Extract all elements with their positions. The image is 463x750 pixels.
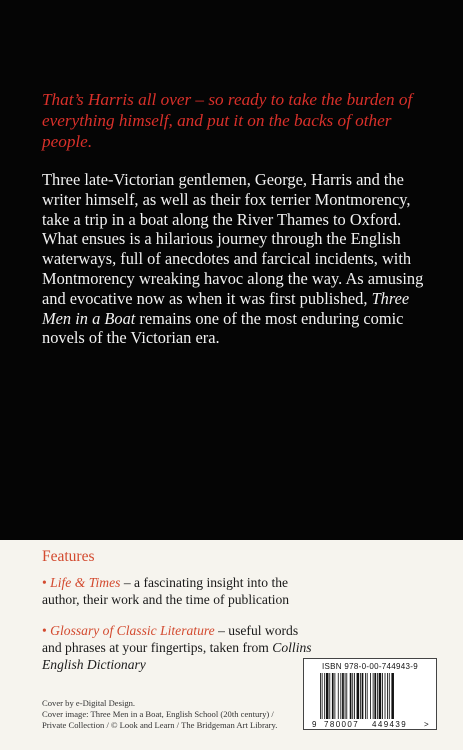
blurb-text-start: Three late-Victorian gentlemen, George, Harris and the writer himself, as well as their fox terrier Montmorency, take a trip in a boat along the River Thames to Oxford. What ensues is a hilarious journey through the English waterways, full of anecdotes and farcical incidents, with Montmorency wreaking havoc along the way. As amusing and evocative now as when it was first published, xyxy=(42,170,424,308)
barcode-icon xyxy=(310,673,432,729)
barcode-bar xyxy=(334,673,335,719)
barcode-bar xyxy=(365,673,366,719)
barcode-bar xyxy=(354,673,355,719)
barcode-bar xyxy=(345,673,346,719)
feature-title: Glossary of Classic Literature xyxy=(50,623,215,638)
barcode-bar xyxy=(362,673,364,719)
barcode-bar xyxy=(367,673,368,719)
barcode-bar xyxy=(340,673,341,719)
feature-title: Life & Times xyxy=(50,575,121,590)
features-heading: Features xyxy=(42,548,95,565)
barcode-bar xyxy=(332,673,334,719)
isbn-label: ISBN 978-0-00-744943-9 xyxy=(322,662,418,671)
barcode-bar xyxy=(389,673,390,719)
barcode-bar xyxy=(342,673,344,719)
barcode-bar xyxy=(352,673,353,719)
feature-text: – a fascinating insight into the author, their work and the time of publication xyxy=(42,575,290,607)
barcode-quiet-zone-marker: > xyxy=(424,720,429,729)
barcode-bar xyxy=(370,673,371,719)
barcode-bar xyxy=(360,673,361,719)
credit-line: Cover by e-Digital Design. xyxy=(42,698,136,708)
barcode-digits-right: 449439 xyxy=(372,720,408,729)
barcode-digit-prefix: 9 xyxy=(312,720,317,729)
barcode-bar xyxy=(385,673,386,719)
book-blurb xyxy=(42,170,434,348)
credit-line: Cover image: Three Men in a Boat, English School (20th century) / xyxy=(42,709,274,719)
barcode-bar xyxy=(346,673,347,719)
pull-quote: That’s Harris all over – so ready to take the burden of everything himself, and put it on the backs of other people. xyxy=(42,90,413,151)
barcode-bar xyxy=(357,673,360,719)
barcode-bar xyxy=(338,673,339,719)
feature-text: – useful words and phrases at your fingertips, taken from xyxy=(42,623,299,655)
barcode-bar xyxy=(350,673,352,719)
isbn-barcode-box xyxy=(303,658,437,730)
barcode-bar xyxy=(373,673,374,719)
barcode-bar xyxy=(320,673,321,719)
feature-item-life-times xyxy=(42,574,317,608)
barcode-bar xyxy=(326,673,329,719)
blurb-book-title: Three Men in a Boat xyxy=(42,288,410,328)
barcode-bar xyxy=(324,673,325,719)
feature-bullet: • xyxy=(42,575,47,590)
cover-credits xyxy=(42,698,292,731)
barcode-bar xyxy=(322,673,323,719)
barcode-bar xyxy=(377,673,378,719)
feature-item-glossary xyxy=(42,622,317,673)
barcode-bar xyxy=(387,673,388,719)
barcode-bar xyxy=(329,673,330,719)
feature-bullet: • xyxy=(42,623,47,638)
feature-source: Collins English Dictionary xyxy=(42,640,312,672)
barcode-bar xyxy=(374,673,376,719)
barcode-bar xyxy=(391,673,394,719)
barcode-digits-left: 780007 xyxy=(324,720,360,729)
blurb-text-end: remains one of the most enduring comic novels of the Victorian era. xyxy=(42,308,404,348)
barcode-bar xyxy=(379,673,382,719)
credit-line: Private Collection / © Look and Learn / The Bridgeman Art Library. xyxy=(42,720,278,730)
barcode-bar xyxy=(382,673,383,719)
